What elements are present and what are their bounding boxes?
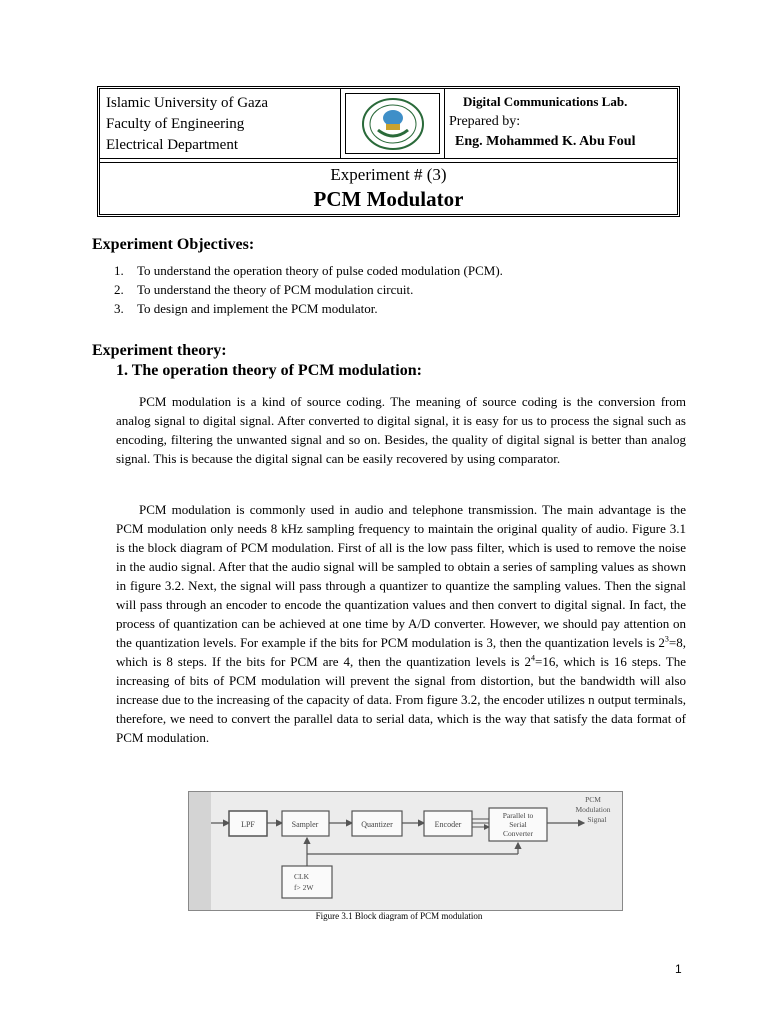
pts-label-1: Parallel to — [502, 811, 534, 820]
encoder-label: Encoder — [434, 820, 462, 829]
objectives-heading: Experiment Objectives: — [92, 236, 255, 253]
theory-paragraph-1: PCM modulation is a kind of source coding. The meaning of source coding is the conversion from analog signal to digital signal. After converted to digital signal, it is easy for us to process the signal such as encoding, filtering the unwanted signal and so on. Besides, the quality of digital signal is better than analog signal. This is because the digital signal can be easily recovered by using comparator. — [116, 394, 686, 466]
clock-label-2: f> 2W — [294, 883, 314, 892]
output-label-3: Signal — [587, 815, 607, 824]
faculty-name: Faculty of Engineering — [106, 116, 245, 132]
author-name: Eng. Mohammed K. Abu Foul — [455, 134, 636, 149]
quantizer-label: Quantizer — [361, 820, 393, 829]
experiment-title-cell — [100, 162, 677, 214]
prepared-by-label: Prepared by: — [449, 114, 521, 129]
list-item: 2. To understand the theory of PCM modulation circuit. — [114, 282, 414, 297]
lab-name: Digital Communications Lab. — [463, 94, 628, 109]
pcm-block-diagram — [188, 791, 623, 911]
institution-cell — [100, 89, 341, 159]
university-seal-icon — [358, 96, 428, 152]
lab-cell — [445, 89, 677, 159]
lpf-label: LPF — [241, 820, 255, 829]
theory-subheading: 1. The operation theory of PCM modulation: — [116, 362, 422, 379]
department-name: Electrical Department — [106, 137, 239, 153]
clock-label-1: CLK — [294, 872, 309, 881]
pts-label-2: Serial — [509, 820, 527, 829]
output-label-2: Modulation — [575, 805, 611, 814]
pts-label-3: Converter — [503, 829, 533, 838]
theory-heading: Experiment theory: — [92, 342, 227, 359]
objectives-list — [114, 261, 503, 318]
header-table — [97, 86, 680, 217]
logo-cell — [341, 89, 445, 159]
list-item: 3. To design and implement the PCM modulator. — [114, 301, 378, 316]
figure-caption: Figure 3.1 Block diagram of PCM modulation — [315, 911, 483, 921]
sampler-label: Sampler — [291, 820, 319, 829]
list-item: 1. To understand the operation theory of pulse coded modulation (PCM). — [114, 263, 503, 278]
university-name: Islamic University of Gaza — [106, 95, 269, 111]
experiment-title: PCM Modulator — [313, 187, 464, 211]
theory-paragraph-2: PCM modulation is commonly used in audio and telephone transmission. The main advantage is the PCM modulation only needs 8 kHz sampling frequency to maintain the original quality of audio. Figure 3.1 is the block diagram of PCM modulation. First of all is the low pass filter, which is used to remove the noise in the audio signal. After that the audio signal will be sampled to obtain a series of sampling values as shown in figure 3.2. Next, the signal will pass through a quantizer to quantize the sampling values. Then the signal will pass through an encoder to encode the quantization values and then convert to digital signal. In fact, the process of quantization can be achieved at one time by A/D converter. However, we should pay attention on the quantization levels. For example if the bits for PCM modulation is 3, then the quantization levels is $2^3=8$, which is 8 steps. If the bits for PCM are 4, then the quantization levels is $2^4=16$, which is 16 steps. The increasing of bits of PCM modulation will prevent the signal from distortion, but the bandwidth will also increase due to the increasing of the capacity of data. From figure 3.2, the encoder utilizes n output terminals, therefore, we need to convert the parallel data to serial data, which is the way that satisfy the data format of PCM modulation. — [116, 502, 687, 745]
clock-block — [282, 866, 332, 898]
page-number: 1 — [675, 962, 682, 976]
experiment-number: Experiment # (3) — [330, 165, 447, 184]
output-label-1: PCM — [585, 795, 601, 804]
